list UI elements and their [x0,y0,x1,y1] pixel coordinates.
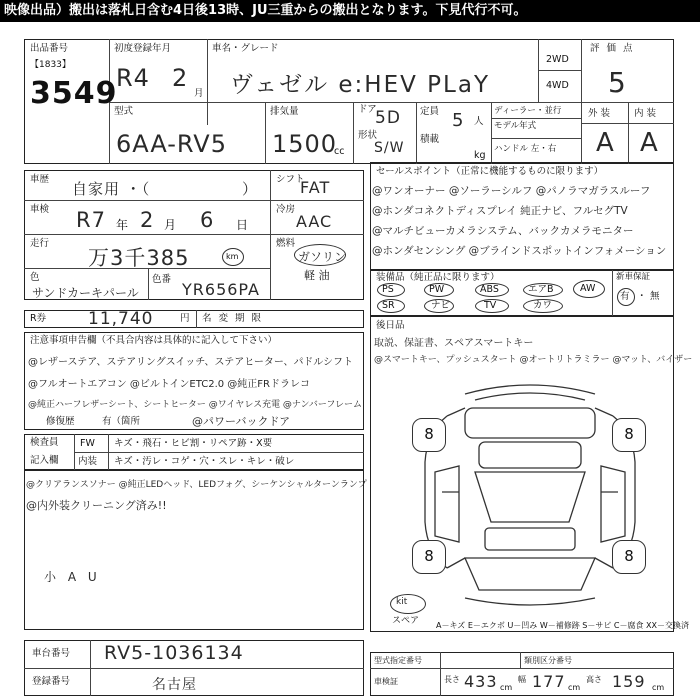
notes-line-2: @フルオートエアコン @ビルトインETC2.0 @純正FRドラレコ [28,379,310,390]
fw-items: キズ・飛石・ヒビ割・リペア跡・X要 [114,438,273,449]
notes-title: 注意事項申告欄（不具合内容は具体的に記入して下さい） [30,335,278,346]
load-unit: kg [474,150,486,161]
r-no-label: R券 [30,313,47,324]
sales-line-3: @マルチビューカメラシステム、バックカメラモニター [372,225,634,237]
load-label: 積載 [420,134,440,145]
mileage-unit: km [226,252,239,261]
mileage-value: 万3千385 [88,246,190,270]
repair-value: 有（箇所 [102,416,141,427]
r-no-section [24,310,364,328]
sales-line-1: @ワンオーナー @ソーラーシルフ @パノラマガラスルーフ [372,185,651,197]
warranty-no: 無 [650,291,660,302]
lot-sub: 【1833】 [30,60,71,70]
capacity-value: 5 [452,110,465,131]
tire-rear-left: 8 [412,540,446,574]
repair-label: 修復歴 [46,416,75,427]
spare-value: kit [396,597,408,607]
damage-legend: A－キズ E－エクボ U－凹み W－補修跡 S－サビ C－腐食 XX－交換済 [436,621,690,630]
history-value: 自家用 ・（ [72,180,151,198]
inspection-label: 車検 [30,204,50,215]
sales-line-2: @ホンダコネクトディスプレイ 純正ナビ、フルセグTV [372,205,628,217]
interior-insp-items: キズ・汚レ・コゲ・穴・スレ・キレ・破レ [114,456,295,467]
model-name-label: 車名・グレード [212,43,279,54]
sales-title: セールスポイント（正常に機能するものに限ります） [376,166,604,177]
fuel-value: ガソリン [298,250,347,264]
shape-value: S/W [374,140,405,156]
lot-label: 出品番号 [30,43,69,54]
equip-navi: ナビ [431,300,451,311]
exterior-grade: A [596,128,615,158]
interior-label: 内 装 [634,108,657,119]
drive-4wd: 4WD [546,80,569,91]
auction-banner: 映像出品）搬出は落札日含む4日後13時、JU三重からの搬出となります。下見代行不可。 [0,0,700,22]
reg-label: 登録番号 [32,676,71,687]
ac-value: AAC [296,212,333,231]
interior-insp-label: 内装 [78,456,98,467]
inspector-note-extra: 小 A U [44,570,101,584]
fw-label: FW [80,438,95,449]
equip-sr: SR [382,300,395,311]
displacement-label: 排気量 [270,106,299,117]
tire-front-left: 8 [412,418,446,452]
first-reg-label: 初度登録年月 [114,43,172,54]
history-label: 車歴 [30,174,50,185]
width-label: 幅 [518,675,526,684]
color-no-label: 色番 [152,274,172,285]
model-name: ヴェゼル e:HEV PLaY [230,72,490,98]
rear-options-line-1: 取説、保証書、スペアスマートキー [374,338,534,349]
shape-label: 形状 [358,130,378,141]
manual-label: 名 変 期 限 [202,313,264,324]
equip-tv: TV [484,300,497,311]
chassis-label: 車台番号 [32,648,71,659]
handle-label: ハンドル 左・右 [494,144,557,154]
inspection-year-unit: 年 [116,218,129,232]
reg-value: 名古屋 [152,677,197,693]
fuel-label: 燃料 [276,238,296,249]
rear-options-line-2: @スマートキー、プッシュスタート @オートリトラミラー @マット、バイザー [374,355,693,365]
lot-number: 3549 [30,76,118,111]
color-value: サンドカーキパール [32,286,139,300]
fuel-other: 軽 油 [304,269,330,282]
tire-rear-right: 8 [612,540,646,574]
spare-label: スペア [392,616,420,626]
equipment-title: 装備品（純正品に限ります） [376,272,500,283]
inspector-note-1: @クリアランスソナー @純正LEDヘッド、LEDフォグ、シーケンシャルターンランプ [26,480,367,490]
sales-line-4: @ホンダセンシング @ブラインドスポットインフォメーション [372,245,667,257]
equip-airbag: エアB [528,284,554,295]
height-value: 159 [612,672,646,691]
interior-grade: A [640,128,659,158]
width-unit: cm [568,683,581,692]
r-no-unit: 円 [180,313,190,324]
equip-ps: PS [382,284,394,295]
type-value: 6AA-RV5 [116,130,227,158]
equip-pw: PW [429,284,445,295]
grade-value: 5 [608,66,627,99]
history-close: ） [242,180,259,198]
tire-front-right: 8 [612,418,646,452]
chassis-value: RV5-1036134 [104,642,244,664]
color-label: 色 [30,272,40,283]
r-no-value: 11,740 [88,309,154,329]
drive-2wd: 2WD [546,54,569,65]
ac-label: 冷房 [276,204,296,215]
equip-abs: ABS [480,284,499,295]
dealer-label: ディーラー・並行 [494,106,562,116]
equip-aw: AW [580,283,596,294]
length-unit: cm [500,683,513,692]
type-designation-label: 型式指定番号 [374,656,422,665]
inspection-era: R7 [76,208,106,232]
warranty-yes: 有 [620,291,630,302]
first-reg-era: R4 [116,64,150,92]
inspector-notes-section [24,470,364,630]
inspection-day: 6 [200,208,215,232]
displacement-unit: cc [334,146,345,157]
inspection-day-unit: 日 [236,218,249,232]
displacement-value: 1500 [272,130,338,158]
capacity-label: 定員 [420,106,440,117]
notes-line-1: @レザーステア、ステアリングスイッチ、ステアヒーター、パドルシフト [28,357,354,368]
height-unit: cm [652,683,665,692]
doors-value: 5D [375,108,401,128]
doors-label: ドア [358,104,377,115]
inspector-label-2: 記入欄 [30,455,59,466]
color-no-value: YR656PA [182,280,260,299]
shift-label: シフト [276,174,305,185]
capacity-unit: 人 [474,116,484,127]
grade-label: 評 価 点 [590,43,635,54]
type-label: 型式 [114,106,134,117]
class-label: 類別区分番号 [524,656,572,665]
repair-detail: @パワーバックドア [192,415,291,428]
new-car-warranty-label: 新車保証 [616,272,651,282]
inspector-note-2: @内外装クリーニング済み!! [26,499,167,512]
model-year-label: モデル年式 [494,121,537,131]
rear-options-title: 後日品 [376,320,405,331]
mileage-label: 走行 [30,238,50,249]
inspection-month-unit: 月 [164,218,177,232]
cert-label: 車検証 [374,677,398,686]
inspection-month: 2 [140,208,155,232]
car-diagram [405,372,655,612]
notes-line-3: @純正ハーフレザーシート、シートヒーター @ワイヤレス充電 @ナンバーフレーム [28,400,363,410]
width-value: 177 [532,672,566,691]
length-value: 433 [464,672,498,691]
shift-value: FAT [300,178,331,197]
first-reg-month: 2 [172,64,189,92]
equip-kawa: カワ [533,300,553,311]
first-reg-month-unit: 月 [194,88,204,99]
length-label: 長さ [444,675,460,684]
height-label: 高さ [586,675,602,684]
inspector-label: 検査員 [30,437,59,448]
exterior-label: 外 装 [588,108,611,119]
